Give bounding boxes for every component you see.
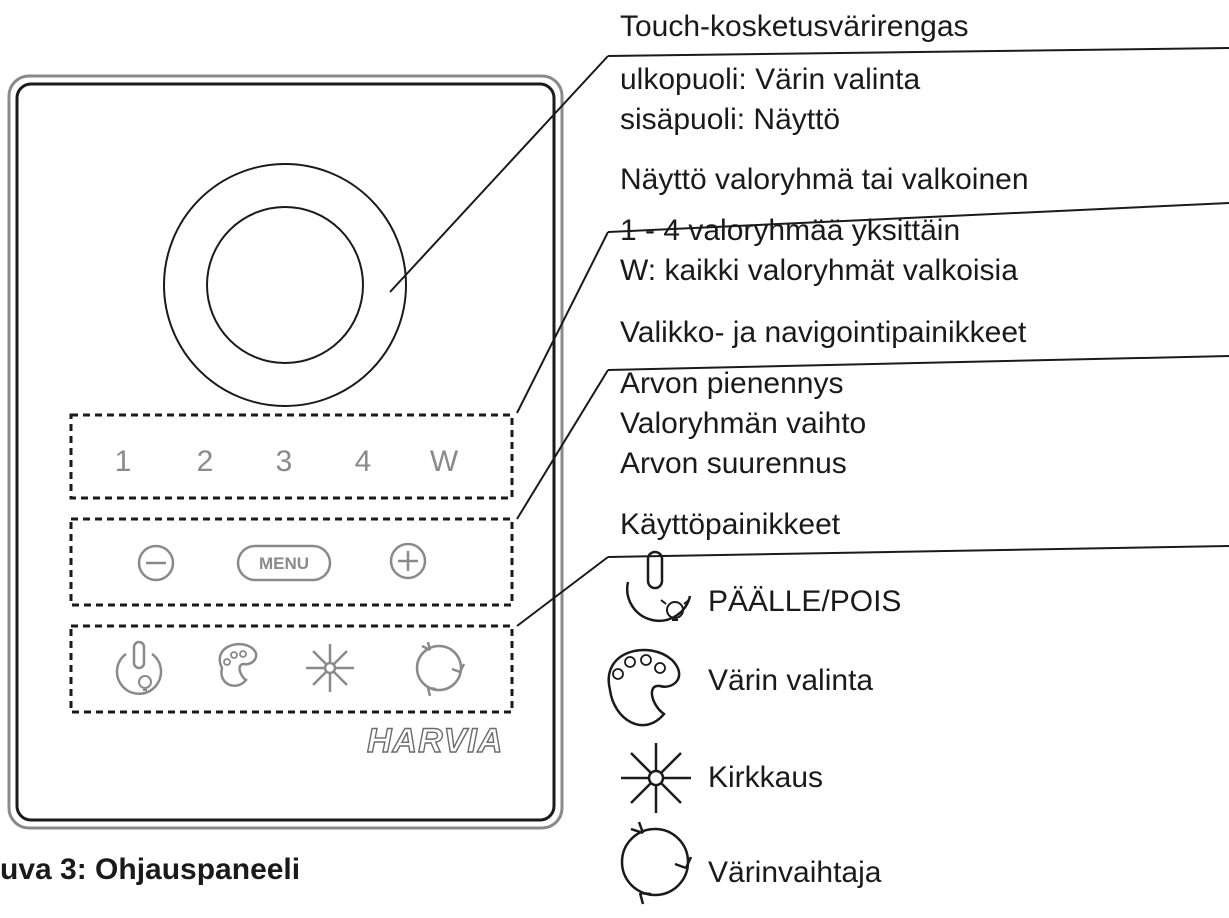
color-changer-icon[interactable] bbox=[417, 642, 464, 696]
legend-power-label: PÄÄLLE/POIS bbox=[708, 585, 902, 618]
harvia-logo: HARVIA bbox=[367, 722, 504, 760]
groups-callout-title: Näyttö valoryhmä tai valkoinen bbox=[620, 163, 1029, 196]
brightness-icon[interactable] bbox=[306, 644, 354, 692]
group-button-3[interactable]: 3 bbox=[275, 445, 293, 478]
legend-palette-label: Värin valinta bbox=[708, 664, 874, 697]
legend-color-changer-label: Värinvaihtaja bbox=[708, 856, 882, 889]
touch-ring-outer[interactable] bbox=[164, 164, 406, 406]
legend-power-light-icon bbox=[627, 552, 690, 621]
menu-callout-line-1: Arvon pienennys bbox=[620, 367, 844, 400]
legend-brightness-icon bbox=[621, 743, 691, 813]
groups-callout-line-1: 1 - 4 valoryhmää yksittäin bbox=[620, 214, 961, 247]
legend-brightness-label: Kirkkaus bbox=[708, 761, 824, 794]
legend-palette-icon bbox=[609, 650, 679, 725]
ring-callout-line-1: ulkopuoli: Värin valinta bbox=[620, 63, 921, 96]
menu-button[interactable] bbox=[238, 546, 330, 580]
ring-leader-line bbox=[390, 56, 608, 292]
ring-title-underline bbox=[608, 48, 1229, 56]
minus-button[interactable] bbox=[139, 546, 173, 580]
ring-callout-title: Touch-kosketusvärirengas bbox=[620, 10, 969, 43]
ring-callout-line-2: sisäpuoli: Näyttö bbox=[620, 103, 841, 136]
operation-title-underline bbox=[608, 546, 1229, 557]
operation-buttons-box bbox=[71, 626, 512, 712]
touch-ring-inner bbox=[207, 207, 363, 363]
menu-button-label: MENU bbox=[258, 554, 310, 573]
palette-icon[interactable] bbox=[220, 644, 256, 686]
menu-callout-title: Valikko- ja navigointipainikkeet bbox=[620, 316, 1027, 349]
group-button-2[interactable]: 2 bbox=[196, 445, 214, 478]
figure-caption: uva 3: Ohjauspaneeli bbox=[0, 853, 301, 886]
group-button-4[interactable]: 4 bbox=[354, 445, 372, 478]
plus-button[interactable] bbox=[391, 544, 425, 578]
group-button-1[interactable]: 1 bbox=[114, 445, 132, 478]
power-light-icon[interactable] bbox=[117, 642, 161, 694]
menu-callout-line-3: Arvon suurennus bbox=[620, 447, 847, 480]
group-button-w[interactable]: W bbox=[429, 445, 459, 478]
operation-callout-title: Käyttöpainikkeet bbox=[620, 508, 841, 541]
menu-callout-line-2: Valoryhmän vaihto bbox=[620, 407, 867, 440]
groups-callout-line-2: W: kaikki valoryhmät valkoisia bbox=[620, 254, 1018, 287]
legend-color-changer-icon bbox=[622, 822, 691, 904]
